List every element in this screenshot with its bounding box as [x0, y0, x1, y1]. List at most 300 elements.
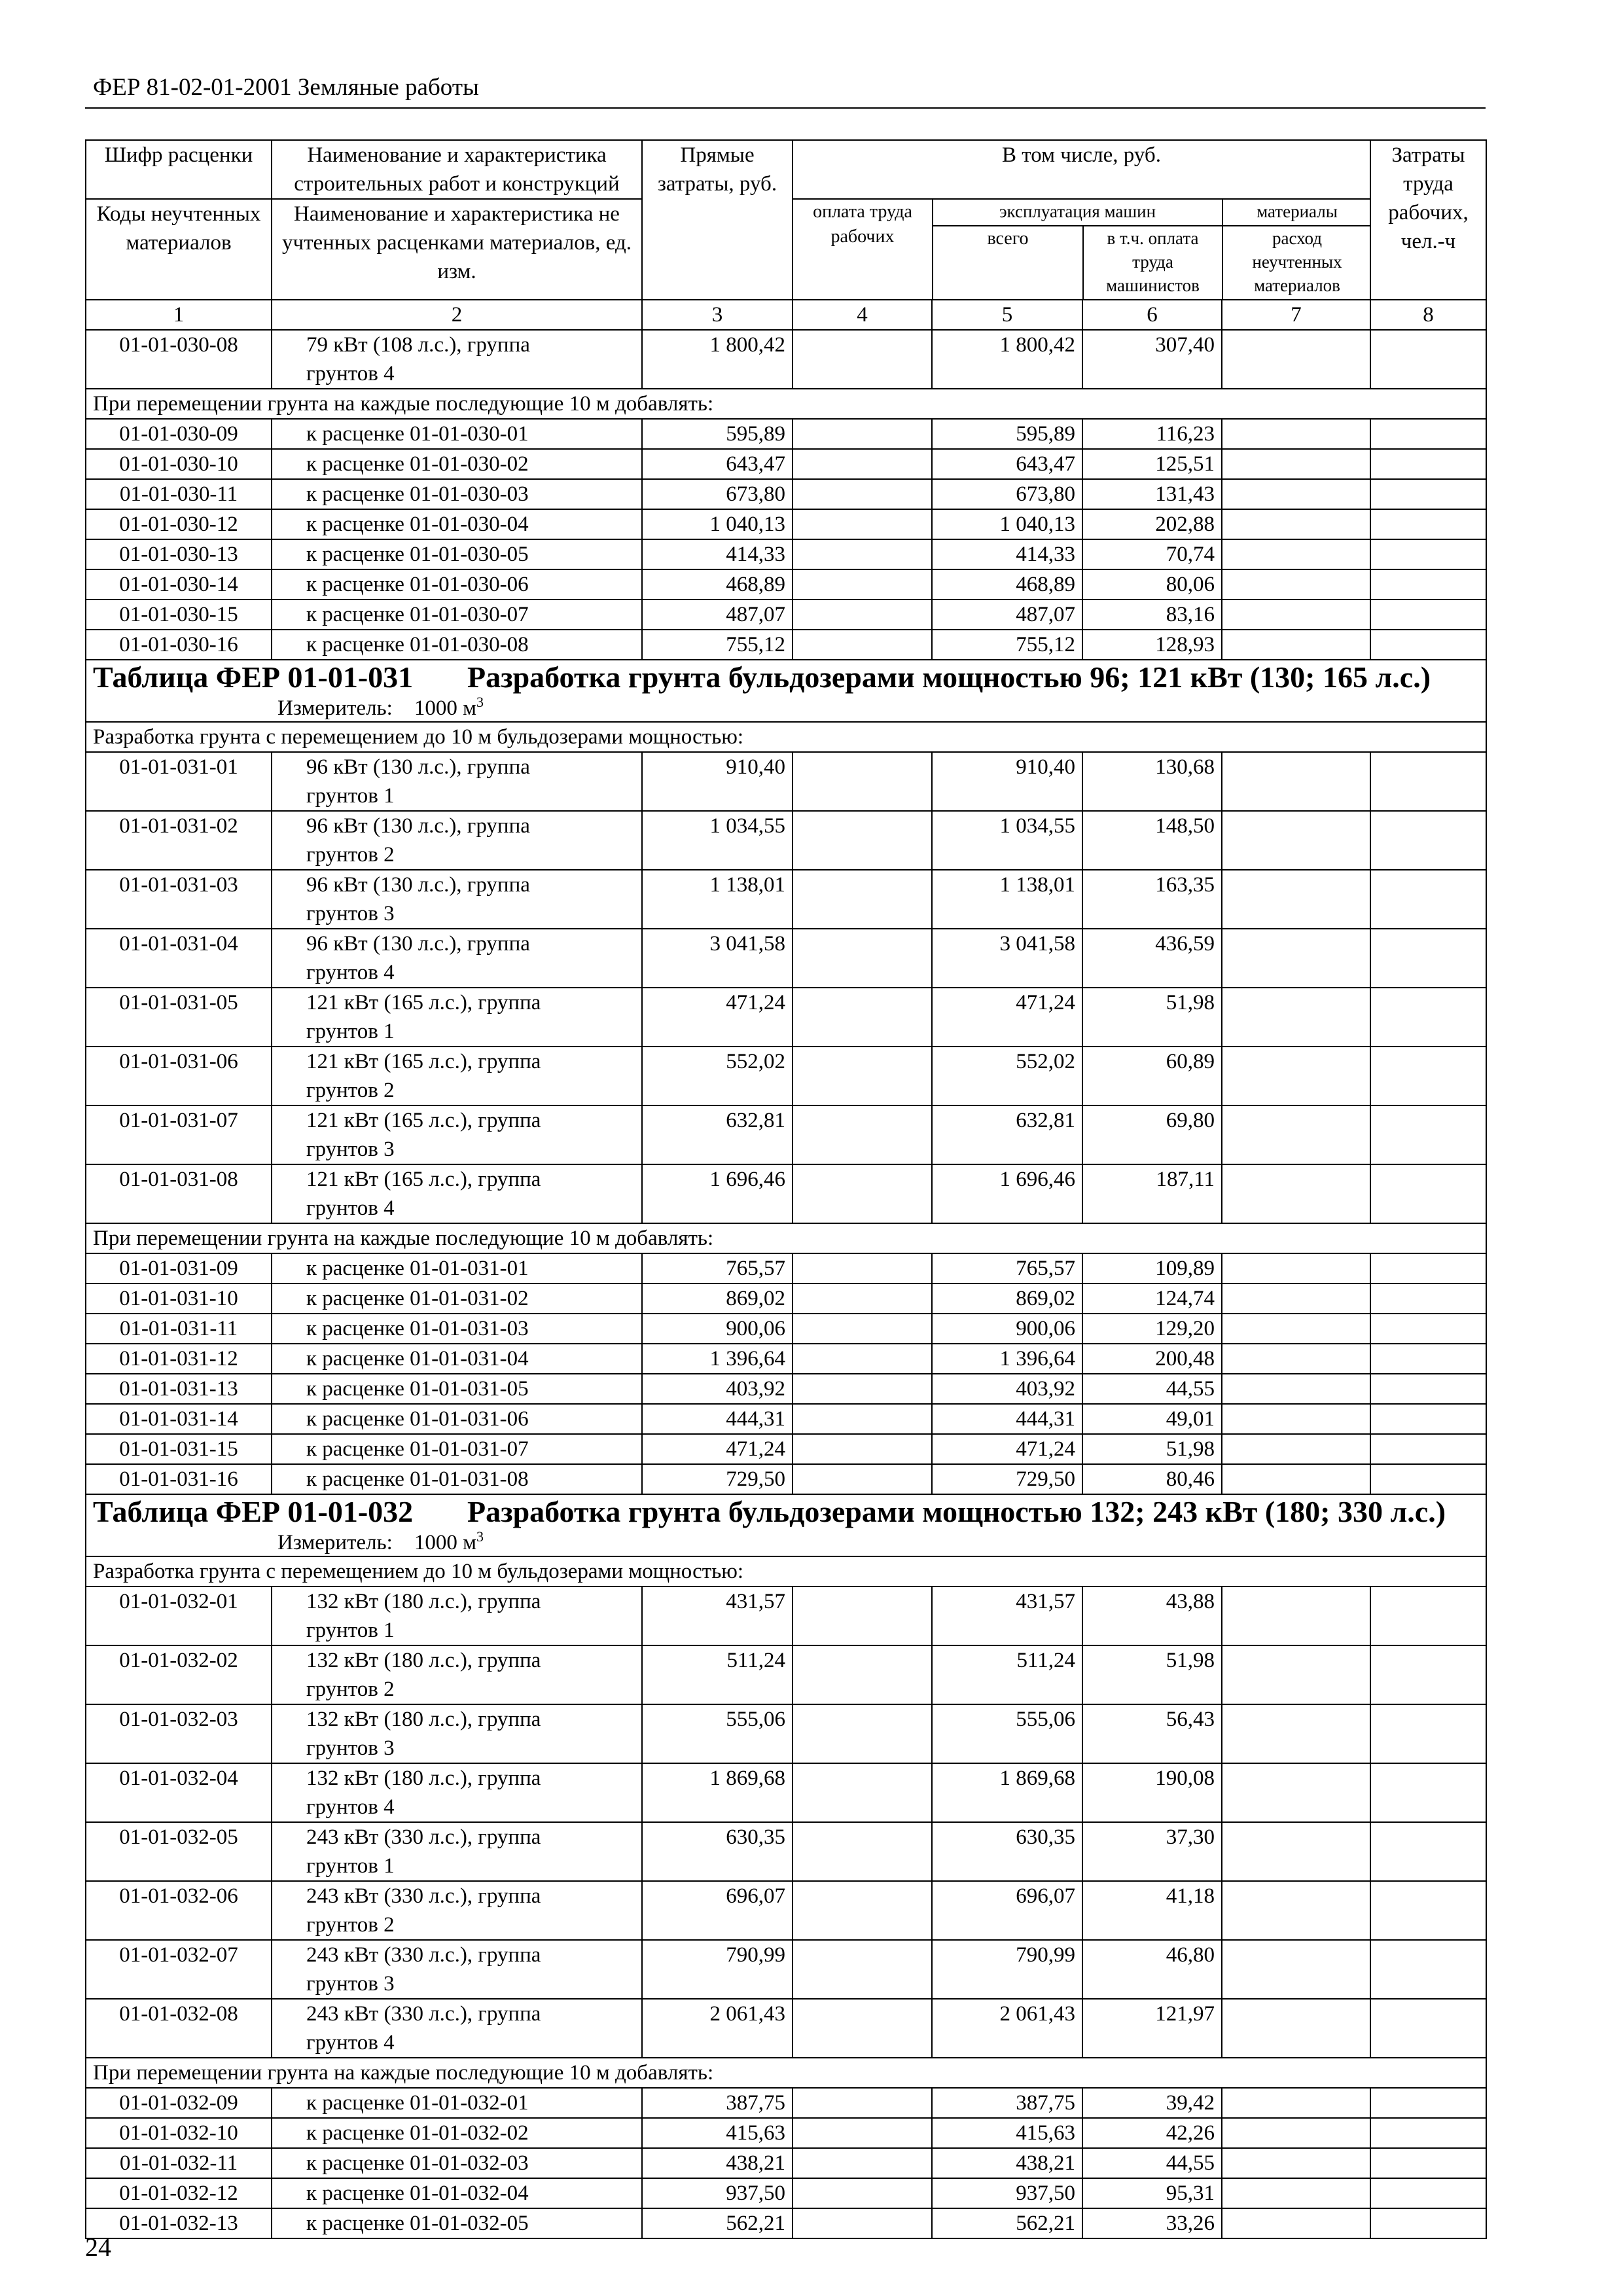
- rate-code: 01-01-032-11: [86, 2148, 272, 2178]
- machines-wages: 187,11: [1082, 1164, 1222, 1223]
- rate-name: [272, 2208, 642, 2238]
- rate-code: 01-01-030-11: [86, 479, 272, 509]
- machines-total: 910,40: [932, 752, 1082, 811]
- col-header-materials-sub: расход неучтенных материалов: [1252, 228, 1342, 295]
- labor-cost: [1370, 449, 1486, 479]
- labor-cost: [1370, 1047, 1486, 1105]
- materials-cost: [1222, 1587, 1370, 1645]
- table-heading: [86, 660, 1486, 722]
- direct-cost: 632,81: [642, 1105, 793, 1164]
- table-row: [86, 1404, 1486, 1434]
- rate-code: 01-01-031-04: [86, 929, 272, 988]
- machines-wages: 33,26: [1082, 2208, 1222, 2238]
- page-number: 24: [85, 2233, 111, 2262]
- wages-cost: [793, 811, 932, 870]
- rate-name-line: 121 кВт (165 л.с.), группа: [306, 991, 541, 1014]
- direct-cost: 562,21: [642, 2208, 793, 2238]
- wages-cost: [793, 1999, 932, 2058]
- materials-cost: [1222, 1881, 1370, 1940]
- materials-cost: [1222, 2178, 1370, 2208]
- labor-cost: [1370, 1645, 1486, 1704]
- materials-cost: [1222, 1999, 1370, 2058]
- rate-name: [272, 1881, 642, 1940]
- rate-name-line: к расценке 01-01-031-05: [306, 1377, 529, 1401]
- direct-cost: 595,89: [642, 419, 793, 449]
- machines-total: 1 138,01: [932, 870, 1082, 929]
- materials-cost: [1222, 539, 1370, 569]
- labor-cost: [1370, 509, 1486, 539]
- rate-name-line: к расценке 01-01-031-02: [306, 1287, 529, 1310]
- rate-code: 01-01-031-14: [86, 1404, 272, 1434]
- rate-name: [272, 1374, 642, 1404]
- direct-cost: 387,75: [642, 2088, 793, 2118]
- section-row: [86, 1556, 1486, 1587]
- labor-cost: [1370, 1464, 1486, 1494]
- direct-cost: 3 041,58: [642, 929, 793, 988]
- machines-total: 2 061,43: [932, 1999, 1082, 2058]
- direct-cost: 555,06: [642, 1704, 793, 1763]
- table-row: [86, 569, 1486, 600]
- wages-cost: [793, 2178, 932, 2208]
- labor-cost: [1370, 929, 1486, 988]
- labor-cost: [1370, 1704, 1486, 1763]
- direct-cost: 765,57: [642, 1253, 793, 1283]
- rate-code: 01-01-032-04: [86, 1763, 272, 1822]
- machines-total: 765,57: [932, 1253, 1082, 1283]
- wages-cost: [793, 1374, 932, 1404]
- machines-wages: 190,08: [1082, 1763, 1222, 1822]
- rate-name-line: к расценке 01-01-031-07: [306, 1437, 529, 1461]
- machines-wages: 44,55: [1082, 1374, 1222, 1404]
- rate-name-line: к расценке 01-01-031-08: [306, 1467, 529, 1491]
- col-number: 1: [86, 300, 272, 330]
- rate-name-line: грунтов 4: [306, 362, 395, 386]
- rate-code: 01-01-032-05: [86, 1822, 272, 1881]
- rate-code: 01-01-032-03: [86, 1704, 272, 1763]
- rate-code: 01-01-030-14: [86, 569, 272, 600]
- machines-wages: 39,42: [1082, 2088, 1222, 2118]
- rate-code: 01-01-030-10: [86, 449, 272, 479]
- materials-cost: [1222, 1283, 1370, 1314]
- rate-name: [272, 1587, 642, 1645]
- rate-code: 01-01-031-16: [86, 1464, 272, 1494]
- machines-total: 900,06: [932, 1314, 1082, 1344]
- machines-wages: 130,68: [1082, 752, 1222, 811]
- materials-cost: [1222, 1105, 1370, 1164]
- rate-name-line: грунтов 1: [306, 1619, 395, 1642]
- rate-name-line: 243 кВт (330 л.с.), группа: [306, 1825, 541, 1849]
- rate-name-line: грунтов 2: [306, 1079, 395, 1102]
- materials-cost: [1222, 1047, 1370, 1105]
- direct-cost: 1 696,46: [642, 1164, 793, 1223]
- table-row: [86, 2178, 1486, 2208]
- table-title: Разработка грунта бульдозерами мощностью 132; 243 кВт (180; 330 л.с.): [467, 1495, 1446, 1528]
- direct-cost: 415,63: [642, 2118, 793, 2148]
- table-row: [86, 1822, 1486, 1881]
- col-number: 8: [1370, 300, 1486, 330]
- labor-cost: [1370, 752, 1486, 811]
- machines-wages: 49,01: [1082, 1404, 1222, 1434]
- materials-cost: [1222, 630, 1370, 660]
- machines-total: 1 800,42: [932, 330, 1082, 389]
- materials-cost: [1222, 330, 1370, 389]
- rate-name: [272, 479, 642, 509]
- direct-cost: 1 034,55: [642, 811, 793, 870]
- header-rule: [85, 107, 1486, 109]
- labor-cost: [1370, 479, 1486, 509]
- rate-name-line: к расценке 01-01-031-01: [306, 1257, 529, 1280]
- rate-code: 01-01-031-08: [86, 1164, 272, 1223]
- rate-code: 01-01-031-13: [86, 1374, 272, 1404]
- unit-label: Измеритель:: [277, 1531, 393, 1554]
- labor-cost: [1370, 1164, 1486, 1223]
- table-row: [86, 929, 1486, 988]
- rate-name-line: 96 кВт (130 л.с.), группа: [306, 873, 530, 897]
- col-header-machines-wages: в т.ч. оплата труда машинистов: [1083, 226, 1222, 299]
- direct-cost: 1 800,42: [642, 330, 793, 389]
- materials-cost: [1222, 1253, 1370, 1283]
- materials-cost: [1222, 449, 1370, 479]
- rate-code: 01-01-032-13: [86, 2208, 272, 2238]
- rates-table: [85, 139, 1487, 2239]
- materials-cost: [1222, 1404, 1370, 1434]
- col-number: 4: [793, 300, 932, 330]
- machines-wages: 109,89: [1082, 1253, 1222, 1283]
- col-number: 2: [272, 300, 642, 330]
- table-row: [86, 1940, 1486, 1999]
- labor-cost: [1370, 1404, 1486, 1434]
- table-row: [86, 2148, 1486, 2178]
- materials-cost: [1222, 870, 1370, 929]
- wages-cost: [793, 1464, 932, 1494]
- direct-cost: 1 040,13: [642, 509, 793, 539]
- materials-cost: [1222, 419, 1370, 449]
- col-header-machines-total: всего: [933, 226, 1083, 299]
- wages-cost: [793, 449, 932, 479]
- rate-name-line: к расценке 01-01-030-06: [306, 573, 529, 596]
- rate-name: [272, 1645, 642, 1704]
- col-number: 3: [642, 300, 793, 330]
- wages-cost: [793, 330, 932, 389]
- machines-total: 415,63: [932, 2118, 1082, 2148]
- labor-cost: [1370, 1283, 1486, 1314]
- machines-total: 431,57: [932, 1587, 1082, 1645]
- materials-cost: [1222, 2208, 1370, 2238]
- rate-name-line: 132 кВт (180 л.с.), группа: [306, 1649, 541, 1672]
- labor-cost: [1370, 330, 1486, 389]
- wages-cost: [793, 2148, 932, 2178]
- wages-cost: [793, 2088, 932, 2118]
- machines-wages: 70,74: [1082, 539, 1222, 569]
- table-row: [86, 1763, 1486, 1822]
- rate-code: 01-01-032-10: [86, 2118, 272, 2148]
- rate-code: 01-01-032-12: [86, 2178, 272, 2208]
- rate-code: 01-01-031-06: [86, 1047, 272, 1105]
- rate-code: 01-01-030-12: [86, 509, 272, 539]
- rate-name: [272, 1999, 642, 2058]
- rate-name-line: грунтов 4: [306, 2031, 395, 2054]
- col-number: 6: [1082, 300, 1222, 330]
- rate-code: 01-01-032-01: [86, 1587, 272, 1645]
- rate-name-line: 243 кВт (330 л.с.), группа: [306, 1884, 541, 1908]
- direct-cost: 937,50: [642, 2178, 793, 2208]
- table-row: [86, 1253, 1486, 1283]
- labor-cost: [1370, 2118, 1486, 2148]
- machines-total: 673,80: [932, 479, 1082, 509]
- rate-name-line: 132 кВт (180 л.с.), группа: [306, 1708, 541, 1731]
- wages-cost: [793, 1404, 932, 1434]
- table-row: [86, 1344, 1486, 1374]
- table-row: [86, 600, 1486, 630]
- machines-wages: 44,55: [1082, 2148, 1222, 2178]
- direct-cost: 487,07: [642, 600, 793, 630]
- table-row: [86, 330, 1486, 389]
- machines-total: 403,92: [932, 1374, 1082, 1404]
- direct-cost: 1 138,01: [642, 870, 793, 929]
- col-number: 7: [1222, 300, 1370, 330]
- wages-cost: [793, 870, 932, 929]
- machines-total: 387,75: [932, 2088, 1082, 2118]
- machines-wages: 202,88: [1082, 509, 1222, 539]
- table-row: [86, 449, 1486, 479]
- rate-name-line: 96 кВт (130 л.с.), группа: [306, 755, 530, 779]
- materials-cost: [1222, 1344, 1370, 1374]
- labor-cost: [1370, 1105, 1486, 1164]
- rate-name: [272, 870, 642, 929]
- rate-name-line: к расценке 01-01-030-01: [306, 422, 529, 446]
- direct-cost: 1 396,64: [642, 1344, 793, 1374]
- rate-name: [272, 449, 642, 479]
- unit-superscript: 3: [476, 694, 484, 710]
- machines-wages: 128,93: [1082, 630, 1222, 660]
- rate-code: 01-01-032-07: [86, 1940, 272, 1999]
- wages-cost: [793, 2208, 932, 2238]
- table-row: [86, 1314, 1486, 1344]
- rate-name-line: 121 кВт (165 л.с.), группа: [306, 1109, 541, 1132]
- labor-cost: [1370, 1253, 1486, 1283]
- table-heading-row: [86, 660, 1486, 722]
- machines-total: 555,06: [932, 1704, 1082, 1763]
- rate-name: [272, 1404, 642, 1434]
- rate-name-line: к расценке 01-01-031-06: [306, 1407, 529, 1431]
- rate-name-line: 132 кВт (180 л.с.), группа: [306, 1767, 541, 1790]
- labor-cost: [1370, 1344, 1486, 1374]
- direct-cost: 869,02: [642, 1283, 793, 1314]
- rate-name-line: грунтов 4: [306, 1795, 395, 1819]
- table-title: Разработка грунта бульдозерами мощностью 96; 121 кВт (130; 165 л.с.): [467, 660, 1431, 694]
- rate-name-line: грунтов 4: [306, 961, 395, 984]
- rate-code: 01-01-031-10: [86, 1283, 272, 1314]
- materials-cost: [1222, 2118, 1370, 2148]
- unit-line: [93, 695, 1479, 721]
- table-heading: [86, 1494, 1486, 1556]
- direct-cost: 444,31: [642, 1404, 793, 1434]
- materials-cost: [1222, 988, 1370, 1047]
- direct-cost: 910,40: [642, 752, 793, 811]
- machines-total: 869,02: [932, 1283, 1082, 1314]
- col-header-code: Шифр расценки: [86, 140, 272, 199]
- machines-total: 468,89: [932, 569, 1082, 600]
- table-row: [86, 1464, 1486, 1494]
- rate-code: 01-01-031-02: [86, 811, 272, 870]
- table-code: Таблица ФЕР 01-01-032: [93, 1495, 414, 1528]
- machines-total: 696,07: [932, 1881, 1082, 1940]
- direct-cost: 468,89: [642, 569, 793, 600]
- direct-cost: 414,33: [642, 539, 793, 569]
- rate-name-line: 96 кВт (130 л.с.), группа: [306, 932, 530, 956]
- machines-total: 471,24: [932, 988, 1082, 1047]
- machines-wages: 80,06: [1082, 569, 1222, 600]
- table-row: [86, 509, 1486, 539]
- rate-code: 01-01-032-06: [86, 1881, 272, 1940]
- rate-name: [272, 1822, 642, 1881]
- table-row: [86, 539, 1486, 569]
- col-number: 5: [932, 300, 1082, 330]
- rate-name: [272, 811, 642, 870]
- table-row: [86, 1047, 1486, 1105]
- materials-cost: [1222, 2088, 1370, 2118]
- table-row: [86, 419, 1486, 449]
- rate-name: [272, 569, 642, 600]
- materials-cost: [1222, 509, 1370, 539]
- rate-name-line: грунтов 4: [306, 1196, 395, 1220]
- direct-cost: 403,92: [642, 1374, 793, 1404]
- table-row: [86, 1105, 1486, 1164]
- rate-code: 01-01-030-13: [86, 539, 272, 569]
- rate-name-line: к расценке 01-01-030-04: [306, 512, 529, 536]
- rate-code: 01-01-031-03: [86, 870, 272, 929]
- rate-code: 01-01-032-08: [86, 1999, 272, 2058]
- rate-name-line: 121 кВт (165 л.с.), группа: [306, 1168, 541, 1191]
- table-row: [86, 630, 1486, 660]
- machines-total: 595,89: [932, 419, 1082, 449]
- rate-name: [272, 1253, 642, 1283]
- rate-code: 01-01-031-07: [86, 1105, 272, 1164]
- rate-name-line: грунтов 1: [306, 1020, 395, 1043]
- table-code: Таблица ФЕР 01-01-031: [93, 660, 414, 694]
- labor-cost: [1370, 1374, 1486, 1404]
- rate-name-line: грунтов 2: [306, 843, 395, 867]
- machines-wages: 148,50: [1082, 811, 1222, 870]
- machines-total: 755,12: [932, 630, 1082, 660]
- direct-cost: 552,02: [642, 1047, 793, 1105]
- wages-cost: [793, 600, 932, 630]
- rate-name-line: грунтов 3: [306, 1138, 395, 1161]
- machines-wages: 51,98: [1082, 1645, 1222, 1704]
- machines-total: 438,21: [932, 2148, 1082, 2178]
- table-row: [86, 1999, 1486, 2058]
- rate-name: [272, 1464, 642, 1494]
- labor-cost: [1370, 811, 1486, 870]
- table-row: [86, 1283, 1486, 1314]
- machines-total: 1 396,64: [932, 1344, 1082, 1374]
- table-row: [86, 811, 1486, 870]
- machines-total: 1 034,55: [932, 811, 1082, 870]
- section-text: При перемещении грунта на каждые последующие 10 м добавлять:: [86, 389, 1486, 419]
- section-text: Разработка грунта с перемещением до 10 м бульдозерами мощностью:: [86, 722, 1486, 752]
- materials-cost: [1222, 2148, 1370, 2178]
- labor-cost: [1370, 2208, 1486, 2238]
- machines-wages: 37,30: [1082, 1822, 1222, 1881]
- rate-name: [272, 929, 642, 988]
- machines-total: 729,50: [932, 1464, 1082, 1494]
- rate-name: [272, 988, 642, 1047]
- machines-total: 1 696,46: [932, 1164, 1082, 1223]
- rate-name-line: грунтов 1: [306, 1854, 395, 1878]
- rate-code: 01-01-031-01: [86, 752, 272, 811]
- rate-code: 01-01-030-09: [86, 419, 272, 449]
- wages-cost: [793, 1344, 932, 1374]
- rate-name-line: к расценке 01-01-030-02: [306, 452, 529, 476]
- wages-cost: [793, 630, 932, 660]
- rate-name-line: 96 кВт (130 л.с.), группа: [306, 814, 530, 838]
- materials-cost: [1222, 811, 1370, 870]
- rate-name-line: к расценке 01-01-030-07: [306, 603, 529, 626]
- labor-cost: [1370, 2148, 1486, 2178]
- materials-cost: [1222, 1164, 1370, 1223]
- rate-code: 01-01-031-15: [86, 1434, 272, 1464]
- rate-code: 01-01-031-11: [86, 1314, 272, 1344]
- wages-cost: [793, 539, 932, 569]
- rate-name: [272, 1763, 642, 1822]
- col-header-direct: Прямые затраты, руб.: [642, 140, 793, 300]
- machines-wages: 163,35: [1082, 870, 1222, 929]
- rate-name: [272, 1164, 642, 1223]
- rate-name-line: к расценке 01-01-030-05: [306, 543, 529, 566]
- machines-total: 444,31: [932, 1404, 1082, 1434]
- machines-wages: 60,89: [1082, 1047, 1222, 1105]
- direct-cost: 471,24: [642, 1434, 793, 1464]
- labor-cost: [1370, 2178, 1486, 2208]
- machines-wages: 95,31: [1082, 2178, 1222, 2208]
- machines-wages: 56,43: [1082, 1704, 1222, 1763]
- table-row: [86, 1704, 1486, 1763]
- wages-cost: [793, 1253, 932, 1283]
- labor-cost: [1370, 1587, 1486, 1645]
- labor-cost: [1370, 1999, 1486, 2058]
- machines-wages: 200,48: [1082, 1344, 1222, 1374]
- rate-code: 01-01-032-02: [86, 1645, 272, 1704]
- direct-cost: 696,07: [642, 1881, 793, 1940]
- rate-name-line: 243 кВт (330 л.с.), группа: [306, 2002, 541, 2026]
- rate-name-line: 121 кВт (165 л.с.), группа: [306, 1050, 541, 1073]
- rate-name-line: грунтов 3: [306, 1736, 395, 1760]
- rate-name-line: к расценке 01-01-030-03: [306, 482, 529, 506]
- machines-total: 562,21: [932, 2208, 1082, 2238]
- rate-name-line: грунтов 2: [306, 1677, 395, 1701]
- rate-name: [272, 2178, 642, 2208]
- unit-value: 1000 м: [414, 696, 476, 720]
- table-row: [86, 1587, 1486, 1645]
- section-row: [86, 722, 1486, 752]
- materials-cost: [1222, 1464, 1370, 1494]
- rate-code: 01-01-031-12: [86, 1344, 272, 1374]
- machines-total: 3 041,58: [932, 929, 1082, 988]
- machines-total: 511,24: [932, 1645, 1082, 1704]
- rate-name: [272, 1105, 642, 1164]
- direct-cost: 511,24: [642, 1645, 793, 1704]
- table-row: [86, 1881, 1486, 1940]
- rate-name-line: к расценке 01-01-032-05: [306, 2212, 529, 2235]
- machines-total: 552,02: [932, 1047, 1082, 1105]
- rate-name: [272, 1314, 642, 1344]
- table-row: [86, 2118, 1486, 2148]
- machines-total: 632,81: [932, 1105, 1082, 1164]
- machines-wages: 46,80: [1082, 1940, 1222, 1999]
- rate-name: [272, 419, 642, 449]
- rate-name: [272, 509, 642, 539]
- rate-name-line: к расценке 01-01-032-02: [306, 2121, 529, 2145]
